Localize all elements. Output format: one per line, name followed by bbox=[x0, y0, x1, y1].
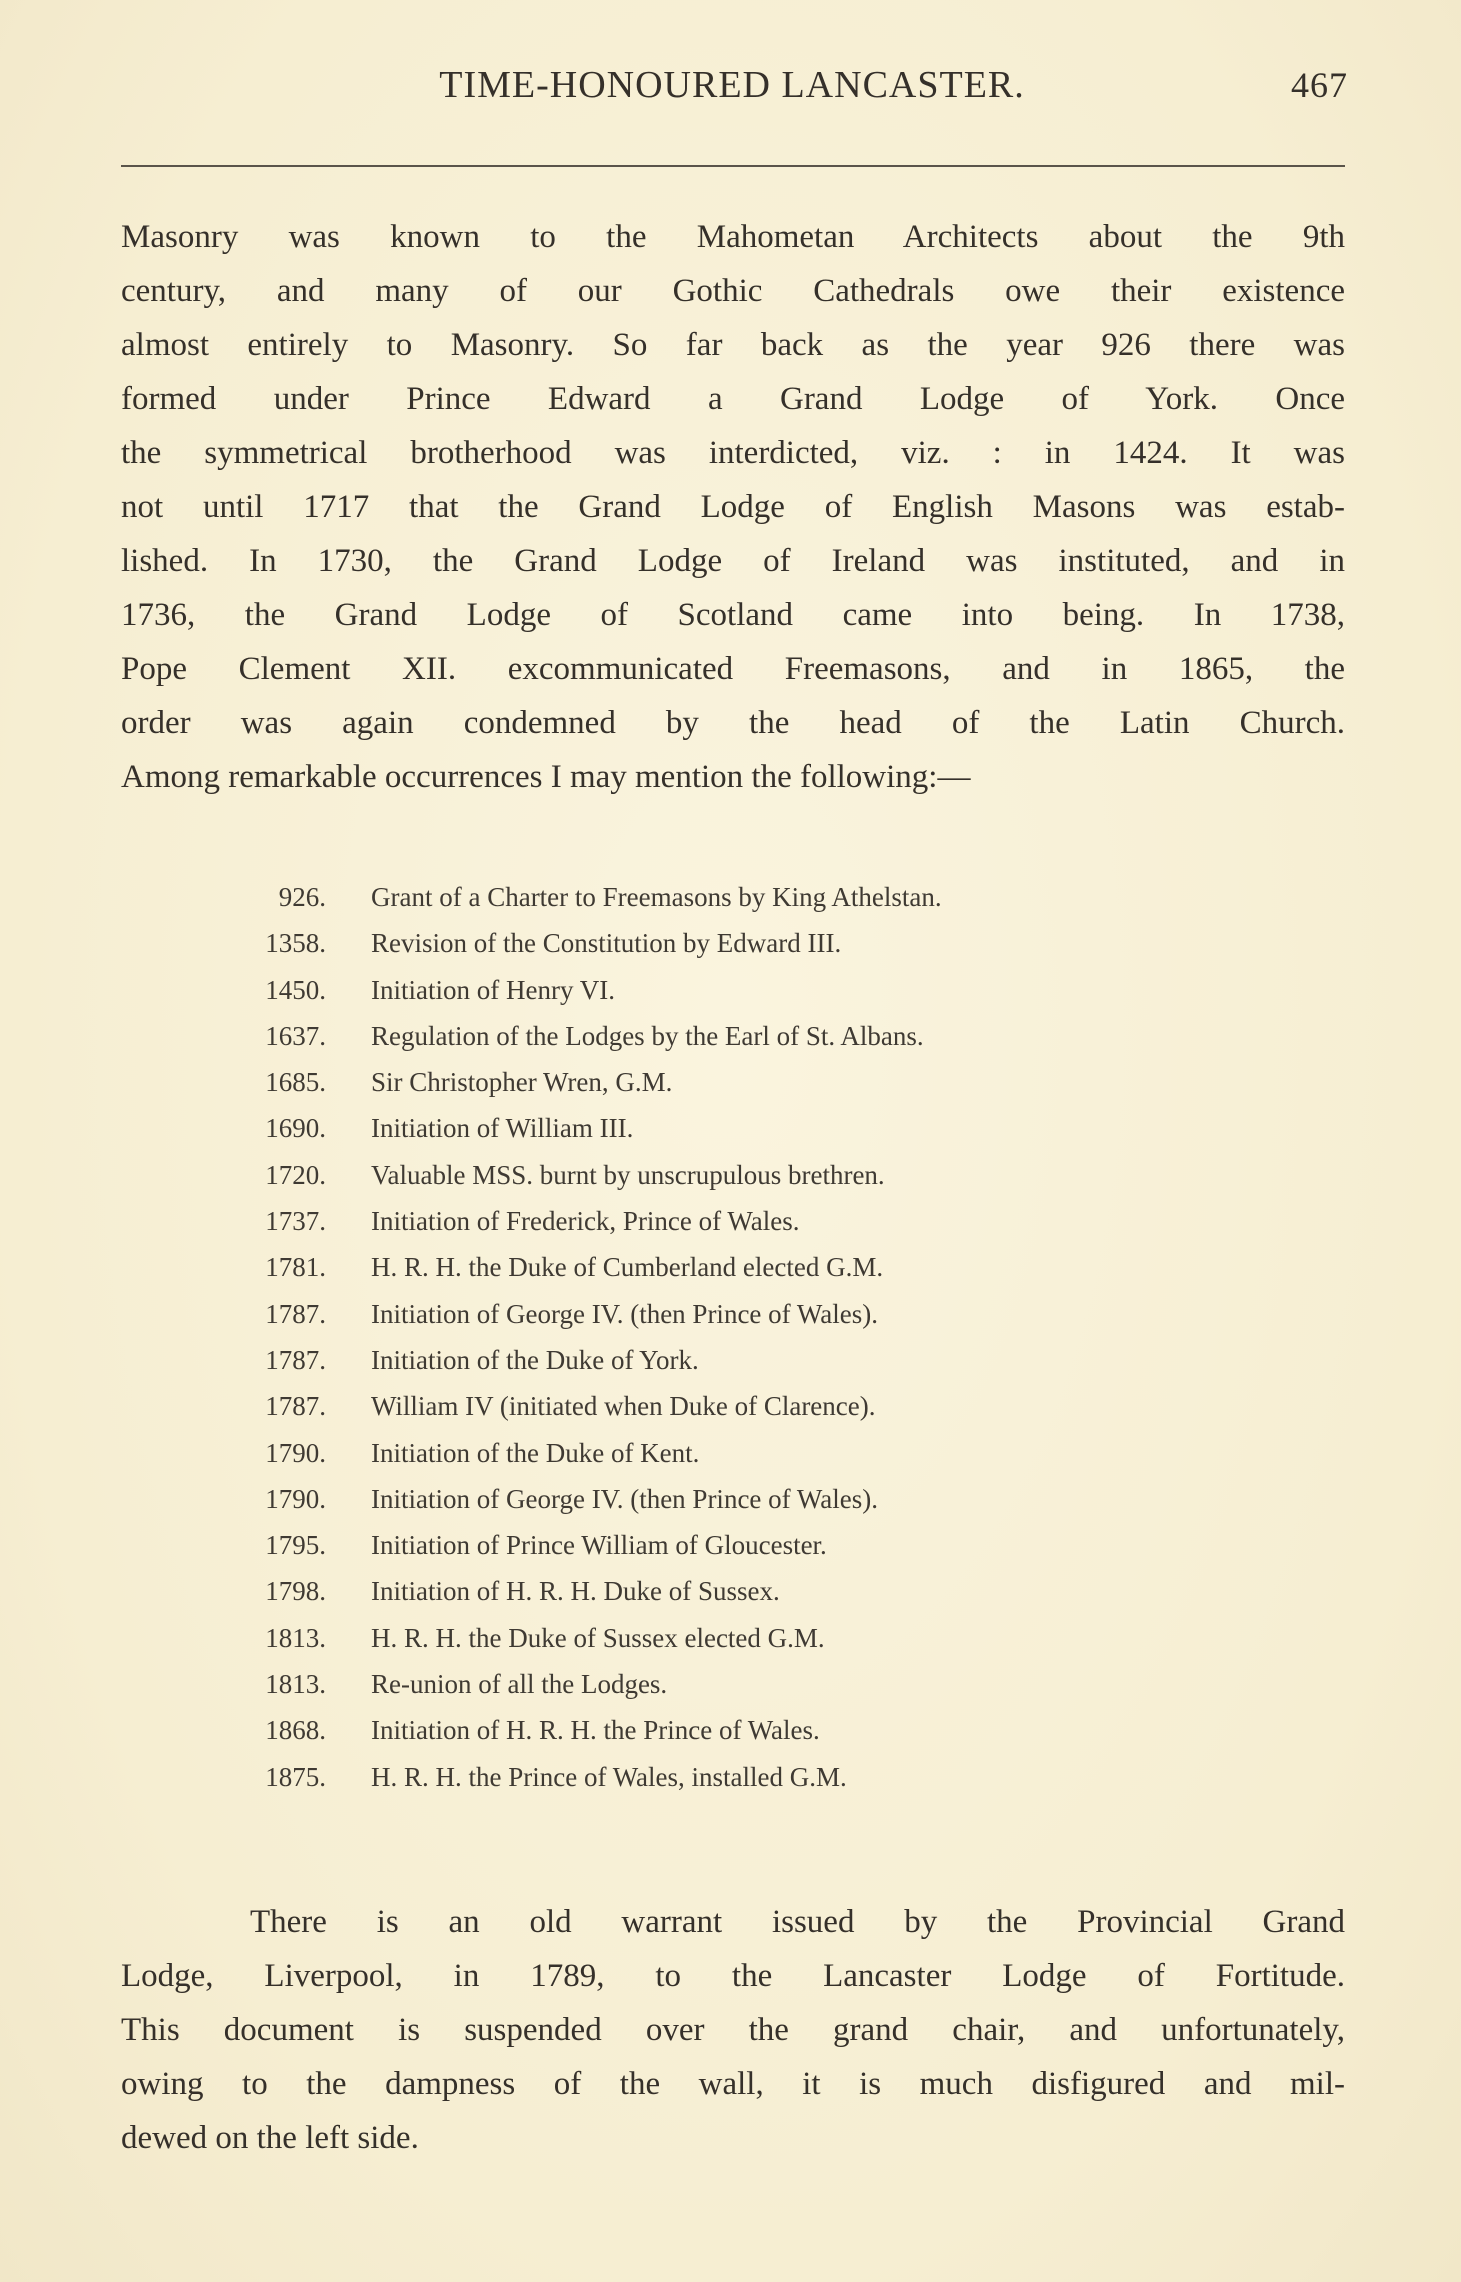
year: 1795. bbox=[265, 1530, 326, 1561]
event: Sir Christopher Wren, G.M. bbox=[371, 1067, 673, 1098]
list-item bbox=[250, 1383, 1250, 1429]
text-line: This document is suspended over the grand chair, and unfortunately, bbox=[121, 2012, 1345, 2048]
text-line: century, and many of our Gothic Cathedrals owe their existence bbox=[121, 273, 1345, 309]
event: Initiation of Prince William of Gloucester. bbox=[371, 1530, 827, 1561]
text-line: formed under Prince Edward a Grand Lodge of York. Once bbox=[121, 381, 1345, 417]
list-item bbox=[250, 1291, 1250, 1337]
year: 1875. bbox=[265, 1761, 326, 1792]
year: 1790. bbox=[265, 1483, 326, 1514]
year: 1787. bbox=[265, 1391, 326, 1422]
header-rule bbox=[121, 165, 1345, 167]
page-number: 467 bbox=[1291, 65, 1348, 105]
list-item bbox=[250, 1244, 1250, 1290]
event: Initiation of William III. bbox=[371, 1113, 634, 1144]
list-item bbox=[250, 1615, 1250, 1661]
year: 1720. bbox=[265, 1159, 326, 1190]
list-item bbox=[250, 1568, 1250, 1614]
text-line: There is an old warrant issued by the Provincial Grand bbox=[250, 1904, 1345, 1940]
event: Initiation of George IV. (then Prince of Wales). bbox=[371, 1298, 878, 1329]
year: 926. bbox=[278, 882, 326, 912]
text-line: almost entirely to Masonry. So far back as the year 926 there was bbox=[121, 327, 1345, 363]
text-line: Lodge, Liverpool, in 1789, to the Lancaster Lodge of Fortitude. bbox=[121, 1958, 1345, 1994]
list-item bbox=[250, 1430, 1250, 1476]
year: 1787. bbox=[265, 1344, 326, 1375]
event: H. R. H. the Prince of Wales, installed G.M. bbox=[371, 1761, 847, 1792]
year: 1637. bbox=[265, 1020, 326, 1051]
year: 1868. bbox=[265, 1715, 326, 1746]
paragraph-2 bbox=[121, 1895, 1345, 2165]
year: 1450. bbox=[265, 974, 326, 1005]
event: Valuable MSS. burnt by unscrupulous brethren. bbox=[371, 1159, 885, 1190]
year: 1737. bbox=[265, 1206, 326, 1237]
paragraph-1 bbox=[121, 210, 1345, 804]
chronology-list bbox=[250, 874, 1250, 1800]
list-item bbox=[250, 1754, 1250, 1800]
event: William IV (initiated when Duke of Clarence). bbox=[371, 1391, 876, 1422]
text-line: not until 1717 that the Grand Lodge of English Masons was estab- bbox=[121, 489, 1345, 525]
text-line: Pope Clement XII. excommunicated Freemasons, and in 1865, the bbox=[121, 651, 1345, 687]
running-title: TIME-HONOURED LANCASTER. bbox=[439, 64, 1025, 106]
event: Initiation of Henry VI. bbox=[371, 974, 615, 1005]
event: H. R. H. the Duke of Cumberland elected G.M. bbox=[371, 1252, 884, 1283]
event: Initiation of Frederick, Prince of Wales. bbox=[371, 1206, 800, 1237]
text-line: owing to the dampness of the wall, it is much disfigured and mil- bbox=[121, 2066, 1345, 2102]
list-item bbox=[250, 920, 1250, 966]
event: Initiation of George IV. (then Prince of Wales). bbox=[371, 1483, 878, 1514]
list-item bbox=[250, 967, 1250, 1013]
event: Grant of a Charter to Freemasons by King Athelstan. bbox=[371, 882, 942, 912]
year: 1813. bbox=[265, 1622, 326, 1653]
text-line: lished. In 1730, the Grand Lodge of Ireland was instituted, and in bbox=[121, 543, 1345, 579]
text-line: dewed on the left side. bbox=[121, 2120, 419, 2156]
list-item bbox=[250, 1522, 1250, 1568]
list-item bbox=[250, 1059, 1250, 1105]
year: 1685. bbox=[265, 1067, 326, 1098]
text-line: order was again condemned by the head of the Latin Church. bbox=[121, 705, 1345, 741]
event: Regulation of the Lodges by the Earl of St. Albans. bbox=[371, 1020, 924, 1051]
year: 1790. bbox=[265, 1437, 326, 1468]
list-item bbox=[250, 1337, 1250, 1383]
text-line: Masonry was known to the Mahometan Architects about the 9th bbox=[121, 219, 1345, 255]
text-line: Among remarkable occurrences I may mention the following:— bbox=[121, 759, 971, 795]
event: Revision of the Constitution by Edward III. bbox=[371, 928, 842, 959]
text-line: the symmetrical brotherhood was interdicted, viz. : in 1424. It was bbox=[121, 435, 1345, 471]
year: 1798. bbox=[265, 1576, 326, 1607]
event: Initiation of the Duke of York. bbox=[371, 1344, 699, 1375]
list-item bbox=[250, 1105, 1250, 1151]
year: 1690. bbox=[265, 1113, 326, 1144]
year: 1787. bbox=[265, 1298, 326, 1329]
list-item bbox=[250, 1152, 1250, 1198]
event: Initiation of the Duke of Kent. bbox=[371, 1437, 700, 1468]
event: Initiation of H. R. H. Duke of Sussex. bbox=[371, 1576, 780, 1607]
event: Initiation of H. R. H. the Prince of Wales. bbox=[371, 1715, 820, 1746]
year: 1813. bbox=[265, 1669, 326, 1700]
year: 1781. bbox=[265, 1252, 326, 1283]
list-item bbox=[250, 1198, 1250, 1244]
event: H. R. H. the Duke of Sussex elected G.M. bbox=[371, 1622, 825, 1653]
year: 1358. bbox=[265, 928, 326, 959]
text-line: 1736, the Grand Lodge of Scotland came into being. In 1738, bbox=[121, 597, 1345, 633]
event: Re-union of all the Lodges. bbox=[371, 1669, 668, 1700]
list-item bbox=[250, 1476, 1250, 1522]
list-item bbox=[250, 1013, 1250, 1059]
list-item bbox=[250, 1661, 1250, 1707]
list-item bbox=[250, 1707, 1250, 1753]
list-item bbox=[250, 874, 1250, 920]
